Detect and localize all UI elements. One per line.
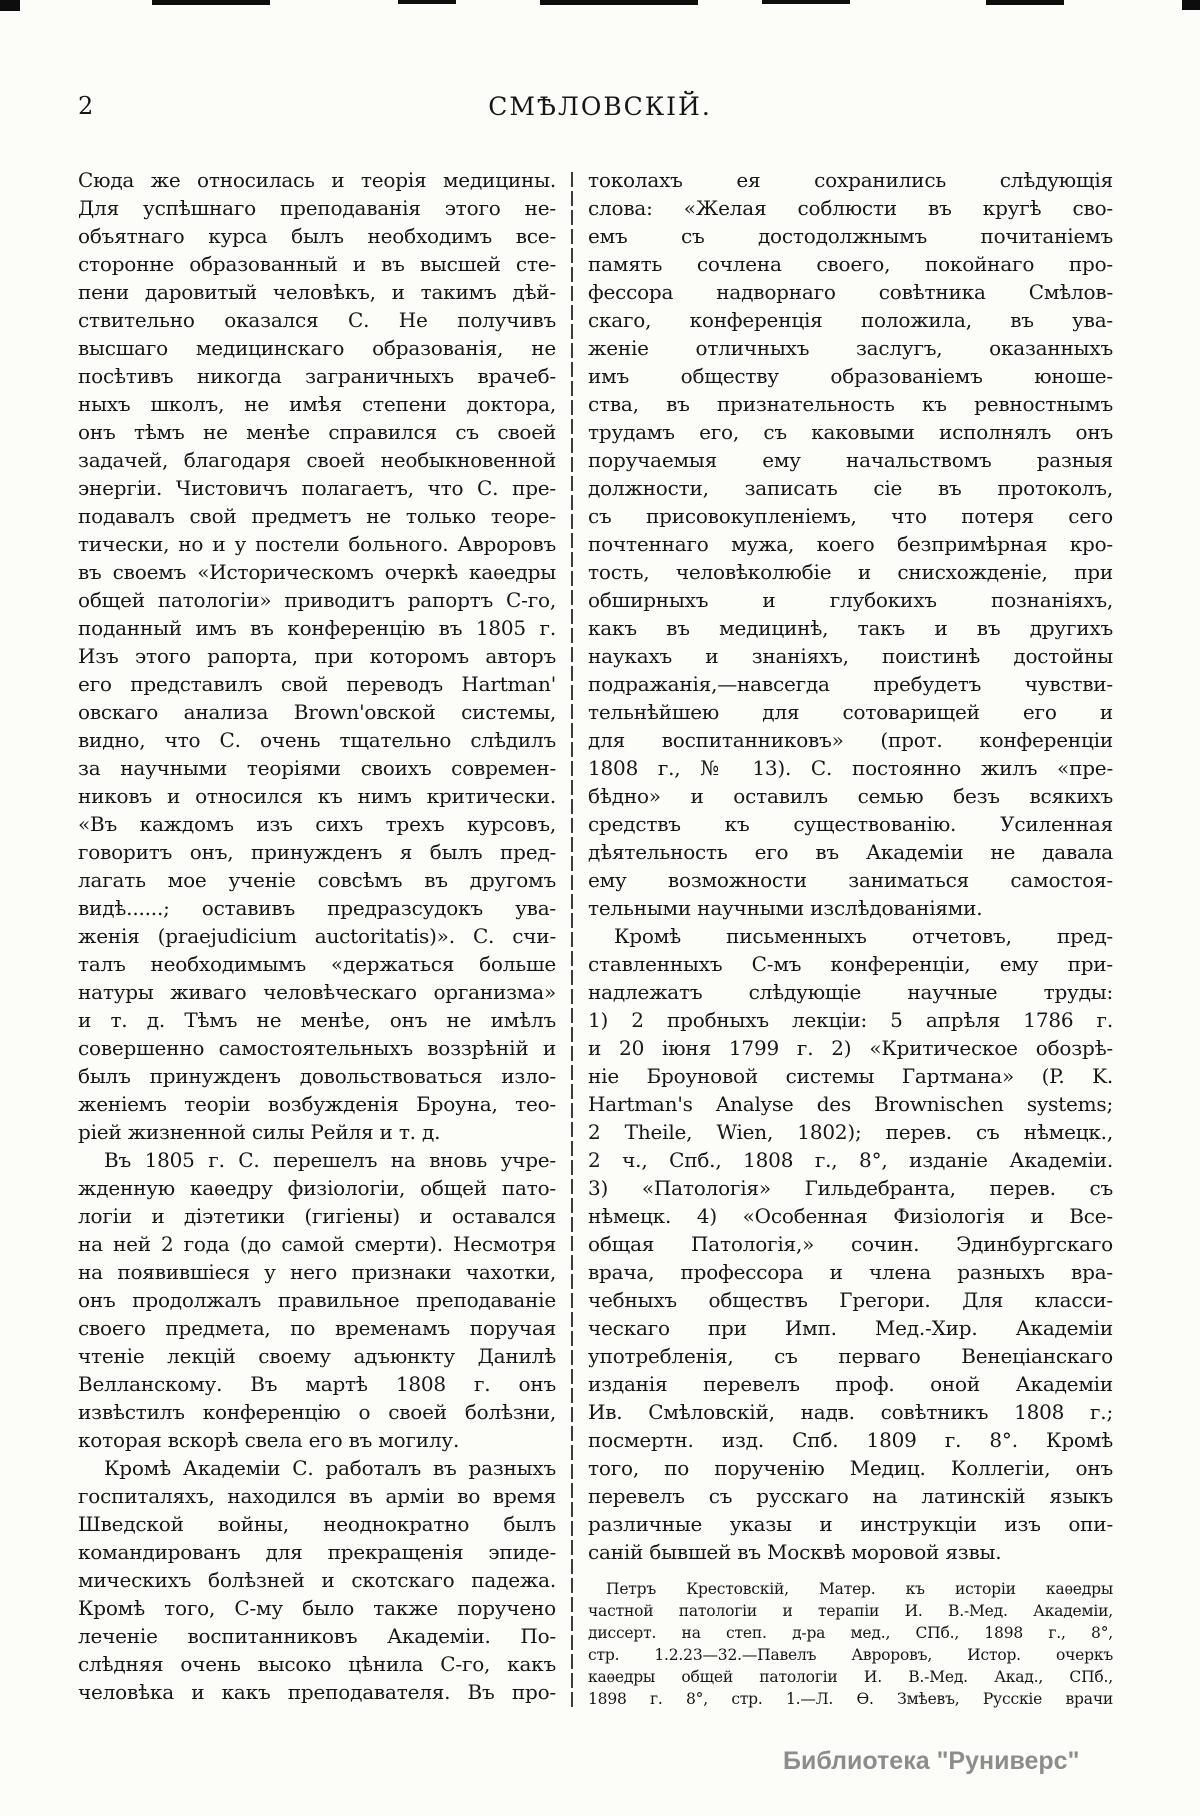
text-line: Ив. Смѣловскій, надв. совѣтникъ 1808 г.; [588,1400,1113,1424]
running-head: СМѢЛОВСКІЙ. [488,92,712,121]
text-line: Кромѣ Академіи С. работалъ въ разныхъ [104,1456,556,1480]
text-line: видно, что С. очень тщательно слѣдилъ [78,728,556,752]
scan-artifact [398,0,456,4]
text-line: 1808 г., № 13). С. постоянно жилъ «пре- [588,756,1113,780]
paragraph [588,922,1113,1566]
text-line: женіе отличныхъ заслугъ, оказанныхъ [588,336,1113,360]
text-line: «Въ каждомъ изъ сихъ трехъ курсовъ, [78,812,556,836]
text-line: диссерт. на степ. д-ра мед., СПб., 1898 г., 8°, [588,1624,1113,1642]
text-line: должности, записать сіе въ протоколъ, [588,476,1113,500]
text-line: въ своемъ «Историческомъ очеркѣ каѳедры [78,560,556,584]
text-line: и т. д. Тѣмъ не менѣе, онъ не имѣлъ [78,1008,556,1032]
text-line: фессора надворнаго совѣтника Смѣлов- [588,280,1113,304]
text-line: дѣятельность его въ Академіи не давала [588,840,1113,864]
scan-artifact [152,0,270,5]
text-line: высшаго медицинскаго образованія, не [78,336,556,360]
text-line: лагать мое ученіе совсѣмъ въ другомъ [78,868,556,892]
text-line: овскаго анализа Brown'овской системы, [78,700,556,724]
text-line: ствительно оказался С. Не получивъ [78,308,556,332]
text-line: поручаемыя ему начальствомъ разныя [588,448,1113,472]
text-line: логіи и діэтетики (гигіены) и оставался [78,1204,556,1228]
text-line: человѣка и какъ преподавателя. Въ про- [78,1680,556,1704]
text-line: съ присовокупленіемъ, что потеря сего [588,504,1113,528]
text-line: пени даровитый человѣкъ, и такимъ дѣй- [78,280,556,304]
text-line: задачей, благодаря своей необыкновенной [78,448,556,472]
text-line: стр. 1.2.23—32.—Павелъ Авроровъ, Истор. очеркъ [588,1646,1113,1664]
text-line: ріей жизненной силы Рейля и т. д. [78,1120,441,1144]
text-line: подавалъ свой предметъ не только теоре- [78,504,556,528]
text-line: ства, въ признательность къ ревностнымъ [588,392,1113,416]
text-line: за научными теоріями своихъ современ- [78,756,556,780]
scan-artifact [540,0,698,5]
text-line: онъ продолжалъ правильное преподаваніе [78,1288,556,1312]
text-line: онъ тѣмъ не менѣе справился съ своей [78,420,556,444]
paragraph [588,166,1113,922]
text-line: для воспитанниковъ» (прот. конференціи [588,728,1113,752]
text-line: бѣдно» и оставилъ семью безъ всякихъ [588,784,1113,808]
text-line: говоритъ онъ, принужденъ я былъ пред- [78,840,556,864]
text-line: тельнѣйшею для сотоварищей его и [588,700,1113,724]
right-column-body [588,166,1113,1566]
text-line: госпиталяхъ, находился въ арміи во время [78,1484,556,1508]
text-line: перевелъ съ русскаго на латинскій языкъ [588,1484,1113,1508]
text-line: извѣстилъ конференцію о своей болѣзни, [78,1400,556,1424]
text-line: жденную каѳедру физіологіи, общей пато- [78,1176,556,1200]
text-line: энергіи. Чистовичъ полагаетъ, что С. пре- [78,476,556,500]
text-line: каѳедры общей патологіи И. В.-Мед. Акад., СПб., [588,1668,1113,1686]
text-line: нѣмецк. 4) «Особенная Физіологія и Все- [588,1204,1113,1228]
text-line: общая Патологія,» сочин. Эдинбургскаго [588,1232,1113,1256]
text-line: изданія перевелъ проф. оной Академіи [588,1372,1113,1396]
text-line: 3) «Патологія» Гильдебранта, перев. съ [588,1176,1113,1200]
text-line: почтеннаго мужа, коего безпримѣрная кро- [588,532,1113,556]
text-line: Въ 1805 г. С. перешелъ на вновь учре- [104,1148,556,1172]
text-line: Сюда же относилась и теорія медицины. [78,168,556,192]
footnote-paragraph [588,1578,1113,1710]
library-watermark: Библиотека "Руниверс" [783,1747,1080,1775]
text-line: Для успѣшнаго преподаванія этого не- [78,196,556,220]
text-line: употребленія, съ перваго Венеціанскаго [588,1344,1113,1368]
text-line: врача, профессора и члена разныхъ вра- [588,1260,1113,1284]
text-line: 2 Theile, Wien, 1802); перев. съ нѣмецк., [588,1120,1113,1144]
text-line: ніе Броуновой системы Гартмана» (P. K. [588,1064,1113,1088]
paragraph [78,1146,556,1454]
text-line: чтеніе лекцій своему адъюнкту Данилѣ [78,1344,556,1368]
text-line: различные указы и инструкціи изъ опи- [588,1512,1113,1536]
text-line: обширныхъ и глубокихъ познаніяхъ, [588,588,1113,612]
text-line: тельными научными изслѣдованіями. [588,896,983,920]
text-line: посмертн. изд. Спб. 1809 г. 8°. Кромѣ [588,1428,1113,1452]
text-line: сторонне образованный и въ высшей сте- [78,252,556,276]
text-line: 1) 2 пробныхъ лекціи: 5 апрѣля 1786 г. [588,1008,1113,1032]
text-line: талъ необходимымъ «держаться больше [78,952,556,976]
text-line: никовъ и относился къ нимъ критически. [78,784,556,808]
scan-artifact [1182,0,1200,10]
text-line: своего предмета, по временамъ поручая [78,1316,556,1340]
text-line: того, по порученію Медиц. Коллегіи, онъ [588,1456,1113,1480]
text-line: командированъ для прекращенія эпиде- [78,1540,556,1564]
text-line: Кромѣ того, С-му было также поручено [78,1596,556,1620]
text-line: скаго, конференція положила, въ ува- [588,308,1113,332]
text-line: Петръ Крестовскій, Матер. къ исторіи каѳедры [606,1580,1113,1598]
text-line: саній бывшей въ Москвѣ моровой язвы. [588,1540,1002,1564]
text-line: чебныхъ обществъ Грегори. Для класси- [588,1288,1113,1312]
text-line: натуры живаго человѣческаго организма» [78,980,556,1004]
text-line: подражанія,—навсегда пребудетъ чувстви- [588,672,1113,696]
text-line: его представилъ свой переводъ Hartman' [78,672,556,696]
text-line: леченіе воспитанниковъ Академіи. По- [78,1624,556,1648]
text-line: имъ обществу образованіемъ юноше- [588,364,1113,388]
text-line: видѣ......; оставивъ предразсудокъ ува- [78,896,556,920]
text-line: женіемъ теоріи возбужденія Броуна, тео- [78,1092,556,1116]
right-column [588,166,1113,1710]
scan-artifact [0,0,20,11]
text-line: трудамъ его, съ каковыми исполнялъ онъ [588,420,1113,444]
text-line: былъ принужденъ довольствоваться изло- [78,1064,556,1088]
text-line: частной патологіи и терапіи И. В.-Мед. Академіи, [588,1602,1113,1620]
text-line: Кромѣ письменныхъ отчетовъ, пред- [614,924,1113,948]
column-divider [571,172,573,1710]
text-line: Шведской войны, неоднократно былъ [78,1512,556,1536]
scan-artifact [762,0,850,4]
text-line: какъ въ медицинѣ, такъ и въ другихъ [588,616,1113,640]
footnote [588,1578,1113,1710]
text-line: на ней 2 года (до самой смерти). Несмотря [78,1232,556,1256]
text-line: надлежатъ слѣдующіе научные труды: [588,980,1113,1004]
left-column [78,166,556,1706]
text-line: Изъ этого рапорта, при которомъ авторъ [78,644,556,668]
text-line: поданный имъ въ конференцію въ 1805 г. [78,616,556,640]
paragraph [78,166,556,1146]
text-line: емъ съ достодолжнымъ почитаніемъ [588,224,1113,248]
text-line: ческаго при Имп. Мед.-Хир. Академіи [588,1316,1113,1340]
paragraph [78,1454,556,1706]
page-number: 2 [78,92,94,120]
text-line: объятнаго курса былъ необходимъ все- [78,224,556,248]
text-line: 2 ч., Спб., 1808 г., 8°, изданіе Академіи. [588,1148,1113,1172]
text-line: 1898 г. 8°, стр. 1.—Л. Ѳ. Змѣевъ, Русскіе врачи [588,1690,1113,1708]
text-line: и 20 іюня 1799 г. 2) «Критическое обозрѣ- [588,1036,1113,1060]
text-line: память сочлена своего, покойнаго про- [588,252,1113,276]
text-line: токолахъ ея сохранились слѣдующія [588,168,1113,192]
text-line: ему возможности заниматься самостоя- [588,868,1113,892]
text-line: общей патологіи» приводитъ рапортъ С-го, [78,588,556,612]
text-line: женія (praejudicium auctoritatis)». С. счи- [78,924,556,948]
text-line: посѣтивъ никогда заграничныхъ врачеб- [78,364,556,388]
text-line: слѣдняя очень высоко цѣнила С-го, какъ [78,1652,556,1676]
text-line: которая вскорѣ свела его въ могилу. [78,1428,460,1452]
text-line: наукахъ и знаніяхъ, поистинѣ достойны [588,644,1113,668]
text-line: ныхъ школъ, не имѣя степени доктора, [78,392,556,416]
text-line: Велланскому. Въ мартѣ 1808 г. онъ [78,1372,556,1396]
text-line: мическихъ болѣзней и скотскаго падежа. [78,1568,556,1592]
text-line: Hartman's Analyse des Brownischen systems; [588,1092,1113,1116]
text-line: совершенно самостоятельныхъ воззрѣній и [78,1036,556,1060]
scan-artifact [986,0,1064,5]
text-line: слова: «Желая соблюсти въ кругѣ сво- [588,196,1113,220]
text-line: тость, человѣколюбіе и снисхожденіе, при [588,560,1113,584]
text-line: на появившіеся у него признаки чахотки, [78,1260,556,1284]
text-line: ставленныхъ С-мъ конференціи, ему при- [588,952,1113,976]
text-line: тически, но и у постели больного. Авроровъ [78,532,556,556]
text-line: средствъ къ существованію. Усиленная [588,812,1113,836]
